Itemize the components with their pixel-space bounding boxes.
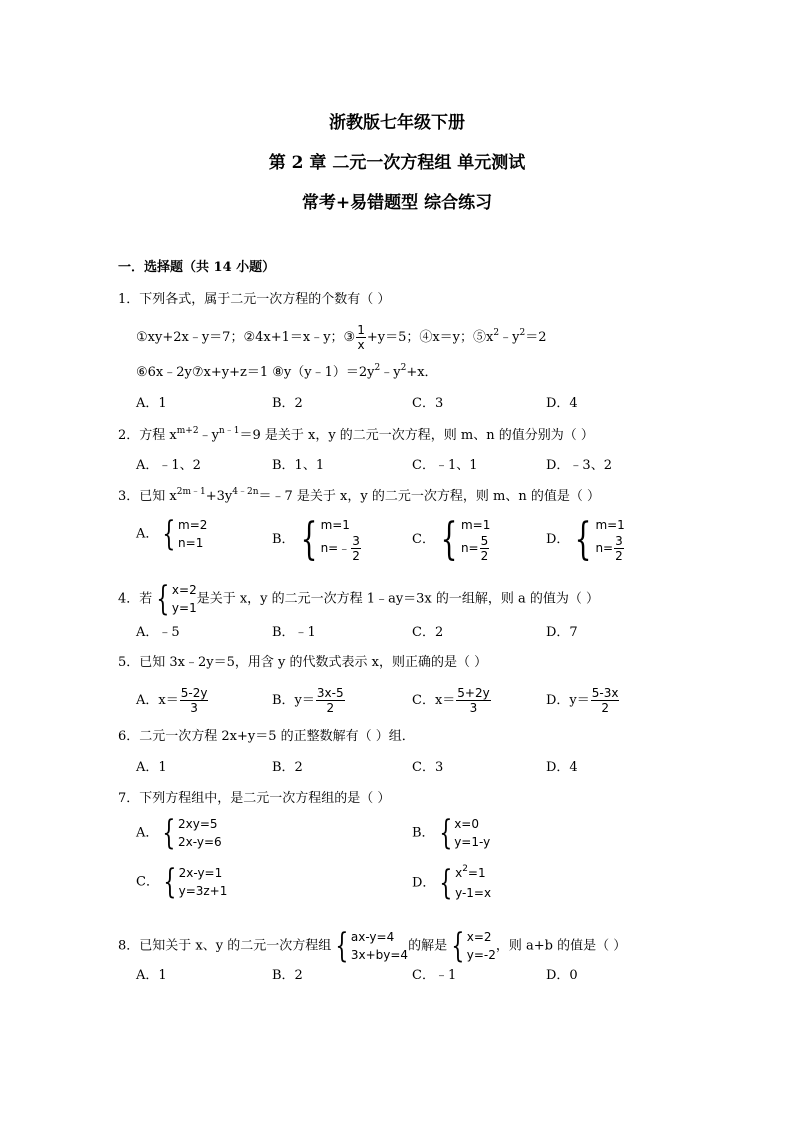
q7-option-c[interactable]: C． { 2x-y=1 y=3z+1 — [136, 862, 228, 902]
q4-option-c[interactable]: C．2 — [412, 625, 444, 640]
q5-option-b[interactable]: B．y＝ $\frac{3x-5}{2}$ — [272, 686, 344, 715]
q6-option-a[interactable]: A．1 — [136, 760, 167, 775]
q6-option-d[interactable]: D．4 — [546, 760, 578, 775]
q1-option-c[interactable]: C．3 — [412, 396, 444, 411]
q7-stem: 7．下列方程组中，是二元一次方程组的是（ ） — [118, 791, 391, 806]
q8-option-d[interactable]: D．0 — [546, 968, 578, 983]
q1-items-line1: ①xy+2x﹣y＝7；②4x+1＝x﹣y；③ $\frac{1}{x}$ +y＝5；④x＝y；$⑤x^2﹣y^2=2$ — [136, 323, 547, 352]
q3-option-d[interactable]: D． { m=1 n= $\frac{3}{2}$ — [546, 513, 625, 565]
q3-option-a[interactable]: A． { m=2 n=1 — [136, 514, 208, 554]
q4-option-b[interactable]: B．﹣1 — [272, 625, 316, 640]
q2-option-c[interactable]: C．﹣1、1 — [412, 458, 478, 473]
q5-stem: 5．已知 3x﹣2y＝5，用含 y 的代数式表示 x，则正确的是（ ） — [118, 655, 488, 670]
q6-option-c[interactable]: C．3 — [412, 760, 444, 775]
q8-option-b[interactable]: B．2 — [272, 968, 303, 983]
doc-title-3: 常考+易错题型 综合练习 — [301, 193, 493, 213]
doc-title-1: 浙教版七年级下册 — [329, 113, 465, 133]
q1-option-a[interactable]: A．1 — [136, 396, 167, 411]
q2-option-a[interactable]: A．﹣1、2 — [136, 458, 201, 473]
q5-option-d[interactable]: D．y＝ $\frac{5-3x}{2}$ — [546, 686, 619, 715]
q2-stem: 2．方程 $x^{m+2}﹣y^{n﹣1}=9$ 是关于 x，y 的二元一次方程，则 m、n 的值分别为（ ） — [118, 426, 594, 443]
q3-option-c[interactable]: C． { m=1 n= $\frac{5}{2}$ — [412, 513, 491, 565]
q4-stem: 4．若 { x=2 y=1 是关于 x，y 的二元一次方程 1﹣ay＝3x 的一组解，则 a 的值为（ ） — [118, 579, 600, 619]
q7-option-a[interactable]: A． { 2xy=5 2x-y=6 — [136, 813, 222, 853]
q7-option-d[interactable]: D． { $x^2=1$ y-1=x — [412, 863, 492, 903]
q3-stem: 3．已知 $x^{2m﹣1}+3y^{4﹣2n}=﹣7$ 是关于 x，y 的二元一次方程，则 m、n 的值是（ ） — [118, 487, 600, 504]
q6-option-b[interactable]: B．2 — [272, 760, 303, 775]
q8-option-c[interactable]: C．﹣1 — [412, 968, 457, 983]
q3-option-b[interactable]: B． { m=1 n=﹣ $\frac{3}{2}$ — [272, 513, 360, 565]
q7-option-b[interactable]: B． { x=0 y=1-y — [412, 813, 491, 853]
q2-option-b[interactable]: B．1、1 — [272, 458, 325, 473]
q1-fraction: $\frac{1}{x}$ — [357, 323, 365, 352]
q4-option-a[interactable]: A．﹣5 — [136, 625, 180, 640]
q8-stem: 8．已知关于 x、y 的二元一次方程组 { ax-y=4 3x+by=4 的解是 { x=2 y=-2 ，则 a+b 的值是（ ） — [118, 926, 627, 966]
q4-option-d[interactable]: D．7 — [546, 625, 578, 640]
doc-title-2: 第 2 章 二元一次方程组 单元测试 — [268, 153, 526, 173]
q5-option-c[interactable]: C．x＝ $\frac{5+2y}{3}$ — [412, 686, 490, 715]
q1-option-d[interactable]: D．4 — [546, 396, 578, 411]
q2-option-d[interactable]: D．﹣3、2 — [546, 458, 612, 473]
q1-items-line2: ⑥6x﹣2y⑦x+y+z＝1 $⑧y(y﹣1)=2y^2﹣y^2+x$． — [136, 363, 438, 380]
section-heading: 一．选择题（共 14 小题） — [118, 260, 276, 275]
q8-option-a[interactable]: A．1 — [136, 968, 167, 983]
q6-stem: 6．二元一次方程 2x+y＝5 的正整数解有（ ）组． — [118, 729, 415, 744]
q1-stem: 1．下列各式，属于二元一次方程的个数有（ ） — [118, 292, 391, 307]
q5-option-a[interactable]: A．x＝ $\frac{5-2y}{3}$ — [136, 686, 208, 715]
q1-option-b[interactable]: B．2 — [272, 396, 303, 411]
